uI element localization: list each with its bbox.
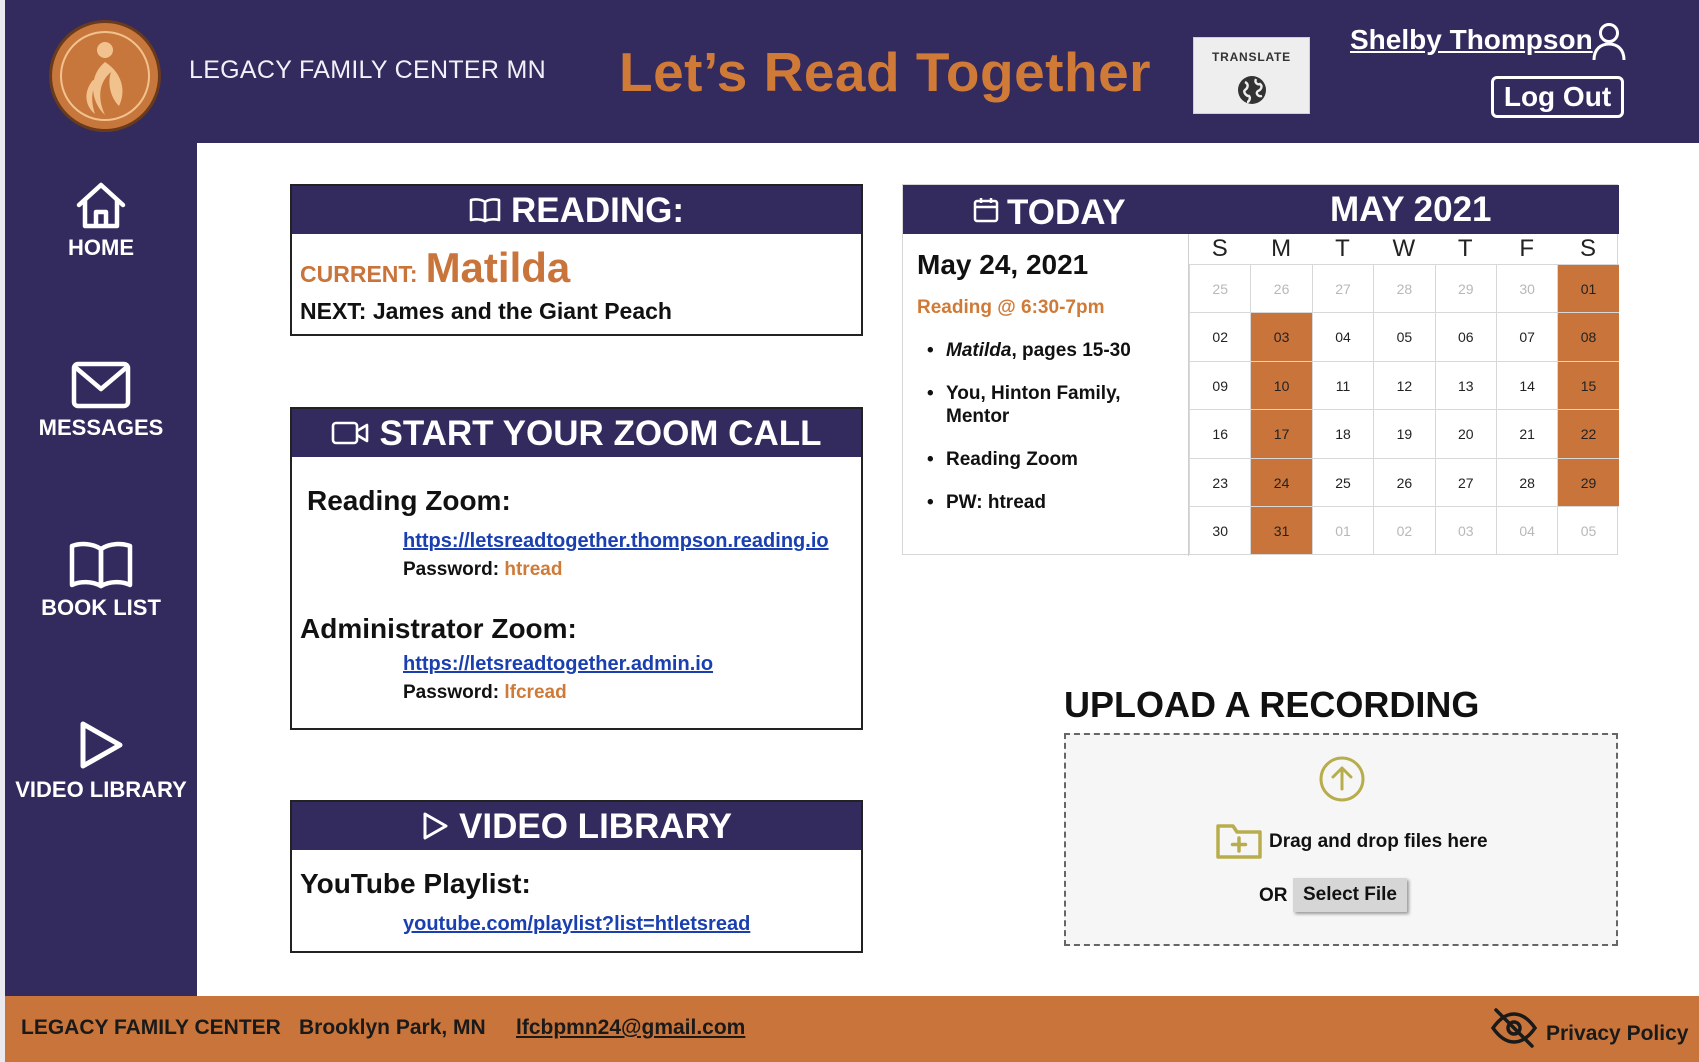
week-row <box>1189 361 1619 409</box>
translate-label: TRANSLATE <box>1212 50 1291 64</box>
sidebar-item-book-list[interactable] <box>5 539 197 621</box>
upload-arrow-icon <box>1318 755 1366 803</box>
today-event: Reading @ 6:30-7pm <box>917 297 1105 318</box>
calendar-day[interactable]: 05 <box>1557 506 1618 554</box>
upload-heading: UPLOAD A RECORDING <box>1064 684 1480 725</box>
home-icon <box>74 181 128 229</box>
calendar-day[interactable]: 20 <box>1435 409 1496 457</box>
weekday-row <box>1189 234 1619 264</box>
sidebar-item-video-library[interactable] <box>5 719 197 803</box>
current-book-title: Matilda <box>425 244 571 291</box>
password-label: Password: <box>403 559 500 580</box>
next-book: NEXT: James and the Giant Peach <box>300 298 672 324</box>
sidebar-item-label: HOME <box>68 235 134 260</box>
calendar-day[interactable]: 18 <box>1312 409 1373 457</box>
calendar-day[interactable]: 06 <box>1435 312 1496 360</box>
calendar-icon <box>973 197 999 223</box>
logout-button[interactable]: Log Out <box>1491 76 1624 118</box>
eye-slash-icon <box>1490 1006 1538 1050</box>
zoom-heading: START YOUR ZOOM CALL <box>379 414 822 453</box>
calendar-day[interactable]: 29 <box>1557 458 1618 506</box>
book-name: Matilda <box>946 340 1012 361</box>
calendar-day[interactable]: 27 <box>1312 264 1373 312</box>
calendar-day[interactable]: 29 <box>1435 264 1496 312</box>
calendar-day[interactable]: 11 <box>1312 361 1373 409</box>
weekday-label: S <box>1580 235 1597 262</box>
calendar-day[interactable]: 02 <box>1373 506 1434 554</box>
flame-logo-icon <box>49 20 161 132</box>
month-grid <box>1189 234 1619 554</box>
calendar-day[interactable]: 31 <box>1250 506 1311 554</box>
privacy-policy-link[interactable]: Privacy Policy <box>1546 1022 1689 1045</box>
admin-zoom-password <box>403 682 567 704</box>
sidebar-item-label: MESSAGES <box>38 415 164 440</box>
play-icon <box>77 719 125 771</box>
user-name-link[interactable]: Shelby Thompson <box>1350 24 1593 55</box>
translate-button[interactable] <box>1193 37 1310 114</box>
calendar-day[interactable]: 10 <box>1250 361 1311 409</box>
sidebar-item-label: VIDEO LIBRARY <box>15 777 187 802</box>
week-row <box>1189 312 1619 360</box>
calendar-day[interactable]: 04 <box>1496 506 1557 554</box>
video-heading: VIDEO LIBRARY <box>459 807 732 846</box>
envelope-icon <box>71 361 131 409</box>
list-item: • PW: htread <box>927 491 1157 514</box>
calendar-day[interactable]: 25 <box>1312 458 1373 506</box>
calendar-day[interactable]: 16 <box>1189 409 1250 457</box>
playlist-link[interactable]: youtube.com/playlist?list=htletsread <box>403 913 751 935</box>
calendar-day[interactable]: 22 <box>1557 409 1618 457</box>
calendar-day[interactable]: 01 <box>1312 506 1373 554</box>
calendar-day[interactable]: 30 <box>1189 506 1250 554</box>
password-label: Password: <box>403 682 500 703</box>
today-date: May 24, 2021 <box>917 249 1089 280</box>
list-item: • Reading Zoom <box>927 448 1157 471</box>
zoom-panel <box>290 407 863 730</box>
footer-email-link[interactable]: lfcbpmn24@gmail.com <box>516 1016 746 1039</box>
reading-heading: READING: <box>510 191 685 230</box>
weekday-label: M <box>1271 235 1292 262</box>
calendar-day[interactable]: 30 <box>1496 264 1557 312</box>
pages-text: , pages 15-30 <box>1011 340 1131 361</box>
calendar-day[interactable]: 17 <box>1250 409 1311 457</box>
video-header <box>292 802 861 850</box>
reading-header <box>292 186 861 234</box>
calendar-day[interactable]: 12 <box>1373 361 1434 409</box>
video-panel <box>290 800 863 953</box>
logo <box>49 20 161 132</box>
week-row <box>1189 264 1619 312</box>
calendar-day[interactable]: 03 <box>1250 312 1311 360</box>
calendar-day[interactable]: 19 <box>1373 409 1434 457</box>
event-details-list <box>927 339 1157 534</box>
brand-name: LEGACY FAMILY CENTER MN <box>189 56 546 84</box>
calendar-day[interactable]: 28 <box>1496 458 1557 506</box>
calendar-day[interactable]: 27 <box>1435 458 1496 506</box>
sidebar-item-messages[interactable] <box>5 361 197 441</box>
admin-zoom-link[interactable]: https://letsreadtogether.admin.io <box>403 653 714 675</box>
calendar-day[interactable]: 24 <box>1250 458 1311 506</box>
globe-icon <box>1236 74 1268 106</box>
week-row <box>1189 458 1619 506</box>
weekday-label: S <box>1211 235 1228 262</box>
sidebar-item-label: BOOK LIST <box>41 595 161 620</box>
today-heading: TODAY <box>1007 193 1126 232</box>
calendar-day[interactable]: 02 <box>1189 312 1250 360</box>
drag-drop-text: Drag and drop files here <box>1269 831 1488 852</box>
footer <box>0 996 1699 1062</box>
calendar-day[interactable]: 14 <box>1496 361 1557 409</box>
calendar-day[interactable]: 01 <box>1557 264 1618 312</box>
calendar-day[interactable]: 23 <box>1189 458 1250 506</box>
calendar-panel <box>902 184 1618 555</box>
book-icon <box>68 539 134 589</box>
weekday-label: W <box>1392 235 1416 262</box>
reading-zoom-password <box>403 559 562 581</box>
list-item <box>927 339 1157 362</box>
week-row <box>1189 506 1619 554</box>
calendar-day[interactable]: 08 <box>1557 312 1618 360</box>
video-camera-icon <box>331 420 369 446</box>
footer-org: LEGACY FAMILY CENTER <box>21 1016 281 1039</box>
calendar-day[interactable]: 21 <box>1496 409 1557 457</box>
book-icon <box>469 197 501 223</box>
weekday-label: T <box>1335 235 1350 262</box>
password-value: lfcread <box>504 682 567 703</box>
page-title: Let’s Read Together <box>619 41 1152 103</box>
calendar-day[interactable]: 04 <box>1312 312 1373 360</box>
top-header <box>0 0 1699 143</box>
list-item: • You, Hinton Family, Mentor <box>927 382 1157 428</box>
current-book <box>300 244 570 292</box>
reading-zoom-heading: Reading Zoom: <box>307 485 511 516</box>
calendar-day[interactable]: 05 <box>1373 312 1434 360</box>
calendar-day[interactable]: 09 <box>1189 361 1250 409</box>
month-heading: MAY 2021 <box>1330 190 1492 229</box>
calendar-day[interactable]: 25 <box>1189 264 1250 312</box>
sidebar-item-home[interactable] <box>5 181 197 261</box>
reading-zoom-link[interactable]: https://letsreadtogether.thompson.reading.io <box>403 530 829 552</box>
calendar-day[interactable]: 07 <box>1496 312 1557 360</box>
password-value: htread <box>504 559 563 580</box>
calendar-day[interactable]: 13 <box>1435 361 1496 409</box>
upload-dropzone[interactable] <box>1064 733 1618 946</box>
weekday-label: T <box>1457 235 1473 262</box>
calendar-day[interactable]: 26 <box>1373 458 1434 506</box>
calendar-day[interactable]: 15 <box>1557 361 1618 409</box>
admin-zoom-heading: Administrator Zoom: <box>300 613 577 644</box>
select-file-button[interactable]: Select File <box>1293 878 1407 912</box>
reading-panel <box>290 184 863 336</box>
weekday-label: F <box>1519 235 1534 262</box>
calendar-header <box>903 185 1619 234</box>
current-label: CURRENT: <box>300 261 418 287</box>
or-text: OR <box>1259 885 1288 906</box>
user-icon[interactable] <box>1591 22 1627 62</box>
week-row <box>1189 409 1619 457</box>
calendar-day[interactable]: 03 <box>1435 506 1496 554</box>
playlist-heading: YouTube Playlist: <box>300 868 531 899</box>
folder-add-icon <box>1215 821 1263 861</box>
play-icon <box>421 811 449 841</box>
calendar-day[interactable]: 28 <box>1373 264 1434 312</box>
zoom-header <box>292 409 861 457</box>
footer-location: Brooklyn Park, MN <box>299 1016 486 1039</box>
calendar-day[interactable]: 26 <box>1250 264 1311 312</box>
sidebar <box>0 143 197 996</box>
